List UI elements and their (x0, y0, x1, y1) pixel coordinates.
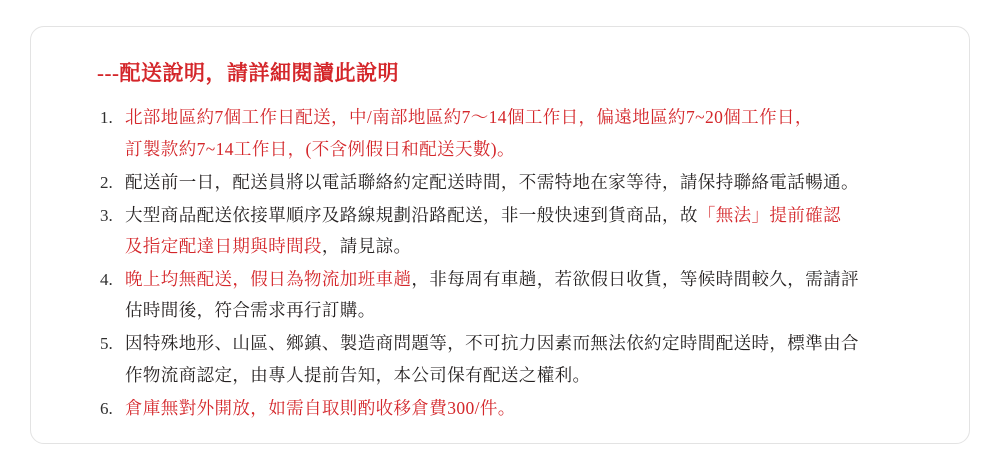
note-line (125, 102, 935, 133)
list-item (117, 264, 935, 326)
note-line (125, 134, 935, 165)
list-item (117, 393, 935, 424)
note-text: 「無法」提前確認 (697, 204, 842, 225)
note-text: ，非每周有車趟，若欲假日收貨，等候時間較久，需請評 (411, 269, 859, 290)
page-title: ---配送說明，請詳細閱讀此說明 (97, 61, 399, 85)
list-item (117, 328, 935, 390)
note-line (125, 360, 935, 391)
note-line (125, 328, 935, 359)
note-text: 北部地區約7個工作日配送，中/南部地區約7～14個工作日，偏遠地區約7~20個工作日， (125, 107, 813, 128)
note-text: 晚上均無配送，假日為物流加班車趟 (125, 269, 412, 290)
note-line (125, 393, 935, 424)
note-text: 估時間後，符合需求再行訂購。 (125, 300, 376, 321)
shipping-notice-panel (30, 26, 970, 444)
list-item (117, 200, 935, 262)
note-line (125, 295, 935, 326)
note-text: 作物流商認定，由專人提前告知，本公司保有配送之權利。 (125, 364, 591, 385)
note-line (125, 231, 935, 262)
note-text: 訂製款約7~14工作日，(不含例假日和配送天數)。 (125, 138, 515, 159)
note-text: 及指定配達日期與時間段 (125, 235, 322, 256)
note-line (125, 167, 935, 198)
note-text: 因特殊地形、山區、鄉鎮、製造商問題等，不可抗力因素而無法依約定時間配送時，標準由合 (125, 333, 859, 354)
note-line (125, 200, 935, 231)
note-text: ，請見諒。 (321, 235, 412, 256)
list-item (117, 167, 935, 198)
shipping-notes-list (65, 102, 935, 423)
list-item (117, 102, 935, 164)
note-line (125, 264, 935, 295)
note-text: 倉庫無對外開放，如需自取則酌收移倉費300/件。 (125, 397, 516, 418)
note-text: 配送前一日，配送員將以電話聯絡約定配送時間，不需特地在家等待，請保持聯絡電話暢通。 (125, 171, 859, 192)
note-text: 大型商品配送依接單順序及路線規劃沿路配送，非一般快速到貨商品，故 (125, 204, 698, 225)
